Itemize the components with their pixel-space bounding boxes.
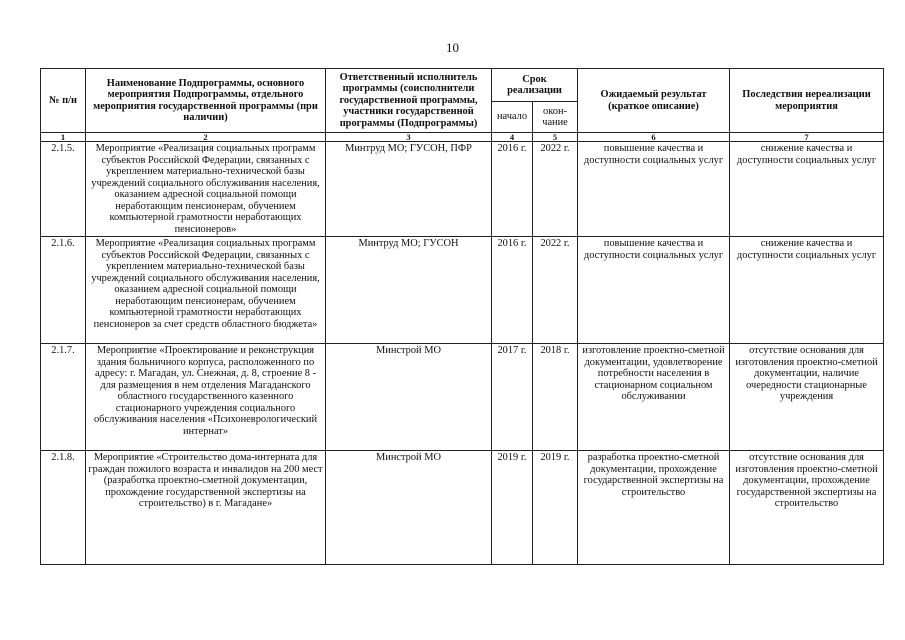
end-year: 2022 г. — [533, 142, 578, 237]
header-consequences: Последствия нереализации мероприятия — [730, 69, 884, 133]
row-number: 2.1.7. — [41, 344, 86, 451]
executor: Минтруд МО; ГУСОН, ПФР — [326, 142, 492, 237]
activity-name: Мероприятие «Реализация социальных программ субъектов Российской Федерации, связанных с укреплением материально-технической базы учреждений социального обслуживания населения, оказанием адресной социальной помощи неработающим пенсионерам, обучением компьютерной грамотности неработающих пенсионеров за счет средств областного бюджета» — [86, 237, 326, 344]
header-name: Наименование Подпрограммы, основного мероприятия Подпрограммы, отдельного мероприятия государственной программы (при наличии) — [86, 69, 326, 133]
page-number: 10 — [446, 40, 459, 55]
column-number: 6 — [578, 133, 730, 142]
expected-result: разработка проектно-сметной документации, прохождение государственной экспертизы на строительство — [578, 451, 730, 565]
consequences: отсутствие основания для изготовления проектно-сметной документации, прохождение государственной экспертизы на строительство — [730, 451, 884, 565]
column-number-row — [41, 133, 884, 142]
header-start: начало — [492, 102, 533, 133]
header-end: окон-чание — [533, 102, 578, 133]
column-number: 7 — [730, 133, 884, 142]
start-year: 2016 г. — [492, 237, 533, 344]
column-number: 5 — [533, 133, 578, 142]
column-number: 4 — [492, 133, 533, 142]
consequences: снижение качества и доступности социальных услуг — [730, 142, 884, 237]
table-row — [41, 237, 884, 344]
executor: Минстрой МО — [326, 344, 492, 451]
header-executor: Ответственный исполнитель программы (соисполнители государственной программы, участники государственной программы (Подпрограммы) — [326, 69, 492, 133]
table-row — [41, 344, 884, 451]
table-row — [41, 451, 884, 565]
header-row — [41, 69, 884, 102]
end-year: 2019 г. — [533, 451, 578, 565]
expected-result: повышение качества и доступности социальных услуг — [578, 237, 730, 344]
expected-result: изготовление проектно-сметной документации, удовлетворение потребности населения в стационарном социальном обслуживании — [578, 344, 730, 451]
expected-result: повышение качества и доступности социальных услуг — [578, 142, 730, 237]
consequences: отсутствие основания для изготовления проектно-сметной документации, наличие очередности стационарные учреждения — [730, 344, 884, 451]
table-row — [41, 142, 884, 237]
start-year: 2019 г. — [492, 451, 533, 565]
activity-name: Мероприятие «Проектирование и реконструкция здания больничного корпуса, расположенного по адресу: г. Магадан, ул. Снежная, д. 8, строение 8 - для размещения в нем отделения Магаданского областного государственного казенного стационарного учреждения социального обслуживания населения «Психоневрологический интернат» — [86, 344, 326, 451]
header-term: Срок реализации — [492, 69, 578, 102]
column-number: 1 — [41, 133, 86, 142]
activity-name: Мероприятие «Реализация социальных программ субъектов Российской Федерации, связанных с укреплением материально-технической базы учреждений социального обслуживания населения, оказанием адресной социальной помощи неработающим пенсионерам, обучением компьютерной грамотности неработающих пенсионеров» — [86, 142, 326, 237]
end-year: 2018 г. — [533, 344, 578, 451]
executor: Минстрой МО — [326, 451, 492, 565]
column-number: 3 — [326, 133, 492, 142]
end-year: 2022 г. — [533, 237, 578, 344]
row-number: 2.1.5. — [41, 142, 86, 237]
header-result: Ожидаемый результат (краткое описание) — [578, 69, 730, 133]
start-year: 2017 г. — [492, 344, 533, 451]
row-number: 2.1.8. — [41, 451, 86, 565]
header-num: № п/н — [41, 69, 86, 133]
program-activities-table — [40, 68, 884, 565]
start-year: 2016 г. — [492, 142, 533, 237]
consequences: снижение качества и доступности социальных услуг — [730, 237, 884, 344]
column-number: 2 — [86, 133, 326, 142]
executor: Минтруд МО; ГУСОН — [326, 237, 492, 344]
row-number: 2.1.6. — [41, 237, 86, 344]
activity-name: Мероприятие «Строительство дома-интерната для граждан пожилого возраста и инвалидов на 200 мест (разработка проектно-сметной документации, прохождение государственной экспертизы на строительство) в г. Магадане» — [86, 451, 326, 565]
